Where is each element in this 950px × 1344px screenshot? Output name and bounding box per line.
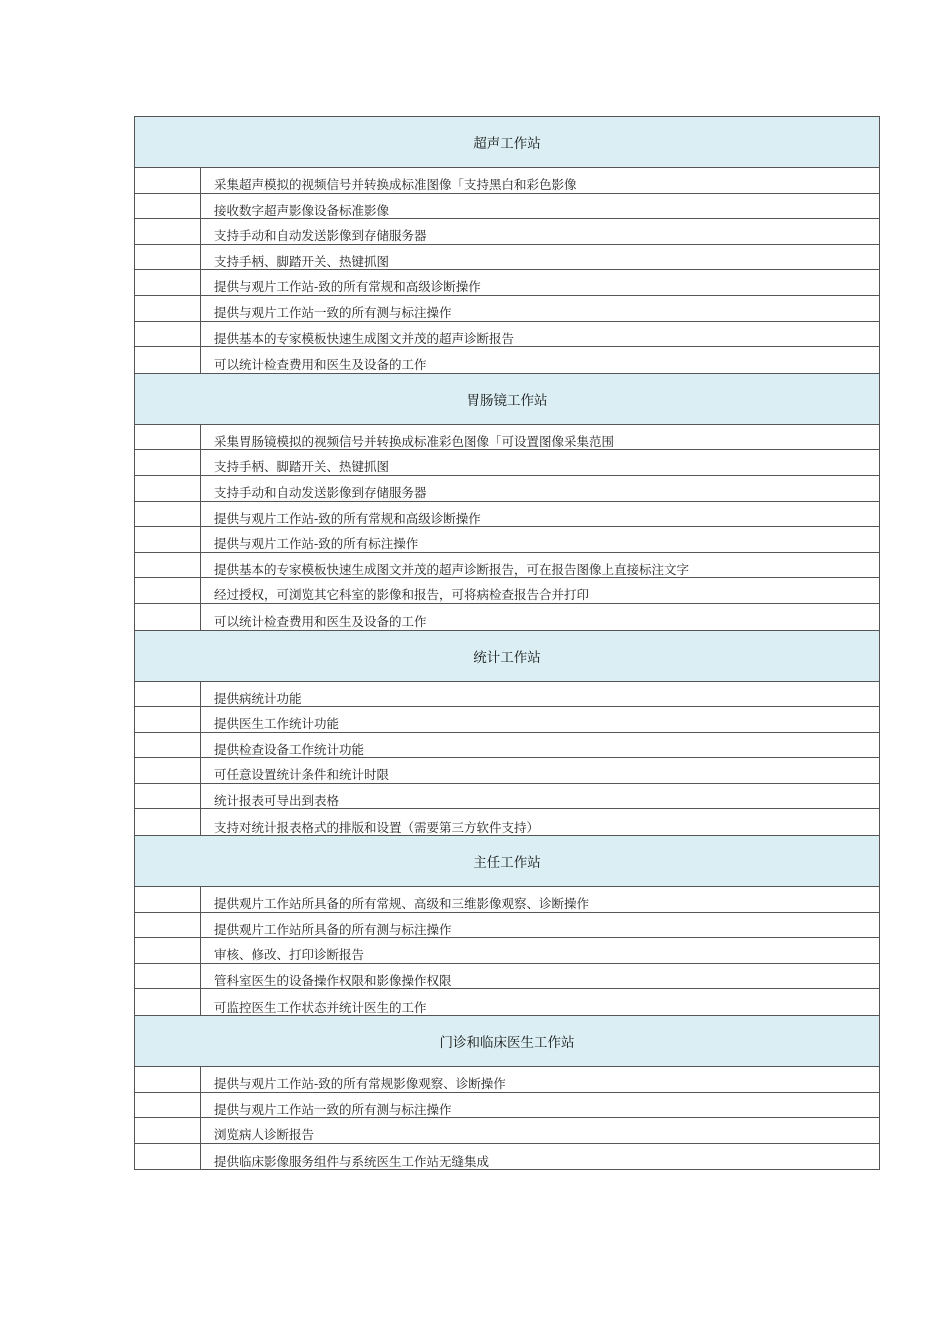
row-text-cell: 提供与观片工作站一致的所有测与标注操作 <box>214 305 452 321</box>
row-index-cell <box>135 1118 201 1143</box>
row-text-cell: 提供与观片工作站-致的所有标注操作 <box>214 536 419 552</box>
table-row <box>135 578 879 604</box>
row-text-cell: 提供医生工作统计功能 <box>214 716 340 732</box>
row-text-cell: 支持手动和自动发送影像到存储服务器 <box>214 228 427 244</box>
row-text-cell: 支持手柄、脚踏开关、热键抓图 <box>214 253 390 269</box>
table-row <box>135 809 879 835</box>
row-index-cell <box>135 809 201 835</box>
table-section <box>135 117 879 374</box>
row-text-cell: 浏览病人诊断报告 <box>214 1127 315 1143</box>
row-index-cell <box>135 733 201 758</box>
row-text-cell: 统计报表可导出到表格 <box>214 792 340 808</box>
table-row <box>135 553 879 579</box>
row-index-cell <box>135 347 201 373</box>
row-text-cell: 支持手动和自动发送影像到存储服务器 <box>214 485 427 501</box>
row-index-cell <box>135 502 201 527</box>
row-index-cell <box>135 578 201 603</box>
table-row <box>135 1118 879 1144</box>
row-text-cell: 可监控医生工作状态并统计医生的工作 <box>214 999 427 1015</box>
table-row <box>135 502 879 528</box>
row-index-cell <box>135 989 201 1015</box>
row-list <box>135 1067 879 1169</box>
row-index-cell <box>135 913 201 938</box>
row-text-cell: 采集超声模拟的视频信号并转换成标准图像「支持黑白和彩色影像 <box>214 177 577 193</box>
row-index-cell <box>135 425 201 450</box>
row-index-cell <box>135 784 201 809</box>
table-row <box>135 322 879 348</box>
row-index-cell <box>135 553 201 578</box>
table-row <box>135 989 879 1015</box>
row-text-cell: 提供临床影像服务组件与系统医生工作站无缝集成 <box>214 1153 490 1169</box>
row-text-cell: 提供观片工作站所具备的所有测与标注操作 <box>214 921 452 937</box>
table-section <box>135 1016 879 1169</box>
row-text-cell: 采集胃肠镜模拟的视频信号并转换成标准彩色图像「可设置图像采集范围 <box>214 433 615 449</box>
row-text-cell: 提供与观片工作站一致的所有测与标注操作 <box>214 1101 452 1117</box>
row-text-cell: 提供基本的专家模板快速生成图文并茂的超声诊断报告 <box>214 330 515 346</box>
row-text-cell: 提供基本的专家模板快速生成图文并茂的超声诊断报告，可在报告图像上直接标注文字 <box>214 561 690 577</box>
table-row <box>135 784 879 810</box>
table-row <box>135 168 879 194</box>
row-index-cell <box>135 887 201 912</box>
table-row <box>135 1093 879 1119</box>
row-text-cell: 管科室医生的设备操作权限和影像操作权限 <box>214 972 452 988</box>
table-row <box>135 938 879 964</box>
section-header: 主任工作站 <box>135 836 879 887</box>
row-index-cell <box>135 1144 201 1170</box>
row-index-cell <box>135 604 201 630</box>
table-row <box>135 758 879 784</box>
row-text-cell: 提供与观片工作站-致的所有常规和高级诊断操作 <box>214 510 481 526</box>
row-text-cell: 可以统计检查费用和医生及设备的工作 <box>214 614 427 629</box>
table-row <box>135 425 879 451</box>
table-section <box>135 836 879 1016</box>
row-list <box>135 425 879 631</box>
row-index-cell <box>135 707 201 732</box>
row-text-cell: 可以统计检查费用和医生及设备的工作 <box>214 357 427 373</box>
row-text-cell: 提供病统计功能 <box>214 690 302 706</box>
row-text-cell: 提供观片工作站所具备的所有常规、高级和三维影像观察、诊断操作 <box>214 896 590 912</box>
row-index-cell <box>135 938 201 963</box>
table-row <box>135 347 879 373</box>
row-text-cell: 接收数字超声影像设备标准影像 <box>214 202 390 218</box>
requirements-table <box>134 116 880 1170</box>
row-index-cell <box>135 682 201 707</box>
table-row <box>135 964 879 990</box>
row-list <box>135 887 879 1016</box>
row-text-cell: 经过授权，可浏览其它科室的影像和报告，可将病检查报告合并打印 <box>214 587 590 603</box>
row-index-cell <box>135 964 201 989</box>
section-header: 统计工作站 <box>135 631 879 682</box>
row-index-cell <box>135 322 201 347</box>
row-index-cell <box>135 296 201 321</box>
table-row <box>135 707 879 733</box>
row-index-cell <box>135 450 201 475</box>
table-row <box>135 270 879 296</box>
row-index-cell <box>135 1093 201 1118</box>
table-row <box>135 296 879 322</box>
table-section <box>135 374 879 631</box>
table-row <box>135 682 879 708</box>
table-row <box>135 1067 879 1093</box>
row-text-cell: 支持对统计报表格式的排版和设置（需要第三方软件支持） <box>214 819 540 835</box>
row-index-cell <box>135 527 201 552</box>
table-row <box>135 1144 879 1170</box>
table-row <box>135 887 879 913</box>
row-index-cell <box>135 758 201 783</box>
section-header: 超声工作站 <box>135 117 879 168</box>
table-row <box>135 913 879 939</box>
row-index-cell <box>135 1067 201 1092</box>
row-index-cell <box>135 476 201 501</box>
row-index-cell <box>135 219 201 244</box>
table-row <box>135 476 879 502</box>
table-row <box>135 527 879 553</box>
table-section <box>135 631 879 837</box>
row-text-cell: 提供与观片工作站-致的所有常规和高级诊断操作 <box>214 279 481 295</box>
row-text-cell: 提供检查设备工作统计功能 <box>214 741 365 757</box>
section-header: 胃肠镜工作站 <box>135 374 879 425</box>
row-index-cell <box>135 245 201 270</box>
table-row <box>135 245 879 271</box>
table-row <box>135 733 879 759</box>
table-row <box>135 450 879 476</box>
table-row <box>135 219 879 245</box>
table-row <box>135 604 879 630</box>
row-list <box>135 682 879 837</box>
section-header: 门诊和临床医生工作站 <box>135 1016 879 1067</box>
table-row <box>135 194 879 220</box>
row-text-cell: 提供与观片工作站-致的所有常规影像观察、诊断操作 <box>214 1076 506 1092</box>
row-index-cell <box>135 194 201 219</box>
row-text-cell: 支持手柄、脚踏开关、热键抓图 <box>214 459 390 475</box>
row-text-cell: 可任意设置统计条件和统计时限 <box>214 767 390 783</box>
row-index-cell <box>135 270 201 295</box>
row-list <box>135 168 879 374</box>
row-index-cell <box>135 168 201 193</box>
row-text-cell: 审核、修改、打印诊断报告 <box>214 947 365 963</box>
